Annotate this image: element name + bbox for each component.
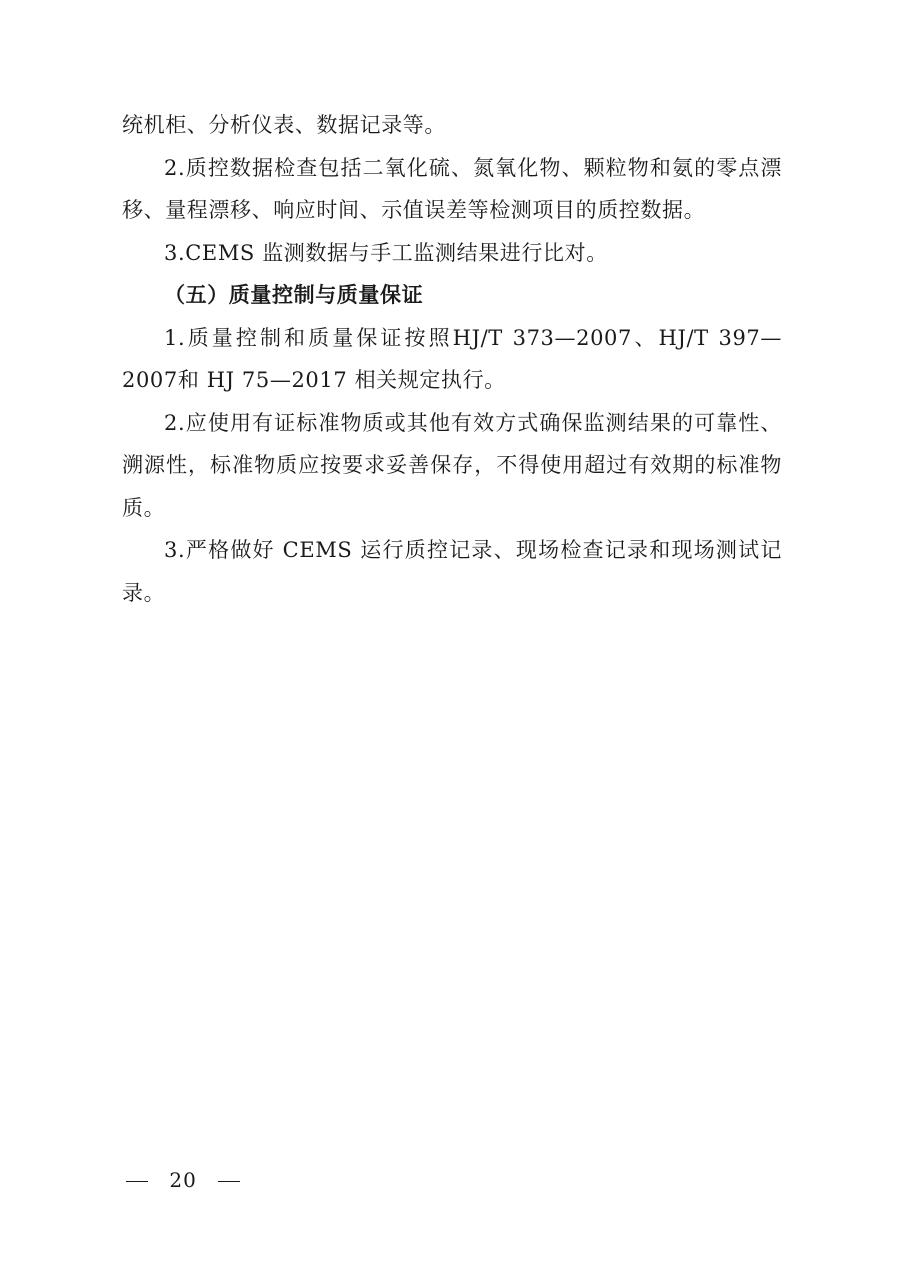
footer-right-dash — [218, 1181, 240, 1182]
paragraph-reference-materials: 2.应使用有证标准物质或其他有效方式确保监测结果的可靠性、溯源性，标准物质应按要求妥善保存，不得使用超过有效期的标准物质。 — [122, 410, 782, 520]
page-number: 20 — [169, 1168, 197, 1192]
paragraph-continuation: 统机柜、分析仪表、数据记录等。 — [122, 113, 446, 137]
section-heading-quality-control: （五）质量控制与质量保证 — [164, 283, 424, 307]
paragraph-qc-data-check: 2.质控数据检查包括二氧化硫、氮氧化物、颗粒物和氨的零点漂移、量程漂移、响应时间、示值误差等检测项目的质控数据。 — [122, 155, 782, 222]
paragraph-records: 3.严格做好 CEMS 运行质控记录、现场检查记录和现场测试记录。 — [122, 538, 782, 605]
footer-left-dash — [126, 1181, 148, 1182]
paragraph-cems-comparison: 3.CEMS 监测数据与手工监测结果进行比对。 — [164, 240, 608, 265]
document-body — [122, 104, 782, 614]
page-footer — [122, 1168, 244, 1192]
paragraph-qc-standards: 1.质量控制和质量保证按照HJ/T 373—2007、HJ/T 397—2007和 HJ 75—2017 相关规定执行。 — [122, 325, 782, 392]
